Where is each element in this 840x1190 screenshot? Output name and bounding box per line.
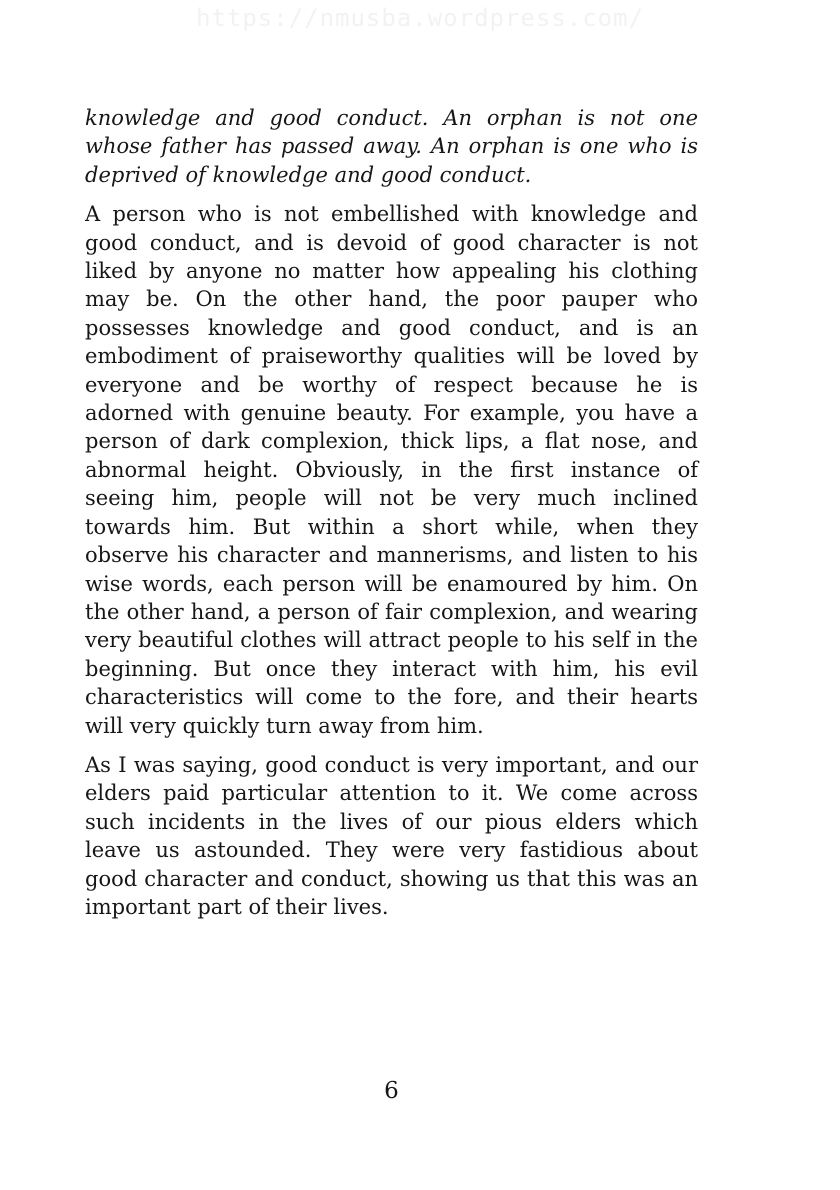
text-block — [85, 104, 698, 932]
quote-paragraph: knowledge and good conduct. An orphan is not one whose father has passed away. An orphan is one who is deprived of knowledge and good conduct. — [85, 106, 698, 187]
body-paragraph-1: A person who is not embellished with knowledge and good conduct, and is devoid of good character is not liked by anyone no matter how appealing his clothing may be. On the other hand, the poor pauper who possesses knowledge and good conduct, and is an embodiment of praiseworthy qualities will be loved by everyone and be worthy of respect because he is adorned with genuine beauty. For example, you have a person of dark complexion, thick lips, a flat nose, and abnormal height. Obviously, in the first instance of seeing him, people will not be very much inclined towards him. But within a short while, when they observe his character and mannerisms, and listen to his wise words, each person will be enamoured by him. On the other hand, a person of fair complexion, and wearing very beautiful clothes will attract people to his self in the beginning. But once they interact with him, his evil characteristics will come to the fore, and their hearts will very quickly turn away from him. — [85, 202, 698, 738]
page-number: 6 — [384, 1078, 399, 1104]
watermark-url: https://nmusba.wordpress.com/ — [195, 4, 645, 32]
body-paragraph-2: As I was saying, good conduct is very important, and our elders paid particular attention to it. We come across such incidents in the lives of our pious elders which leave us astounded. They were very fastidious about good character and conduct, showing us that this was an important part of their lives. — [85, 752, 698, 919]
